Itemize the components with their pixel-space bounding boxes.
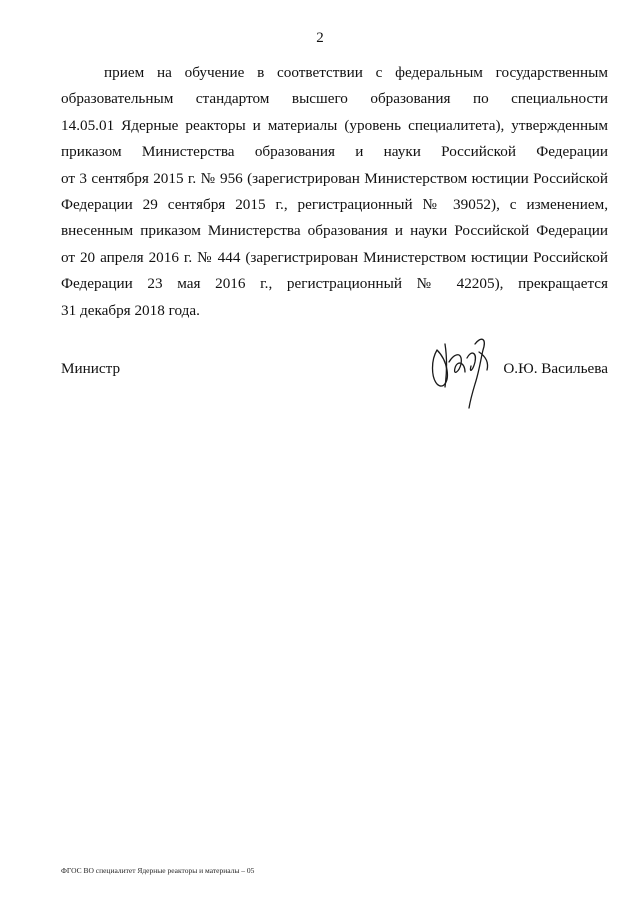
paragraph-line: 14.05.01 Ядерные реакторы и материалы (уровень специалитета), утвержденным bbox=[61, 116, 608, 134]
signatory-name: О.Ю. Васильева bbox=[503, 360, 608, 377]
paragraph-line: 31 декабря 2018 года. bbox=[61, 301, 200, 319]
signatory-title: Министр bbox=[61, 360, 121, 377]
document-footer: ФГОС ВО специалитет Ядерные реакторы и материалы – 05 bbox=[61, 866, 255, 875]
paragraph-line: образовательным стандартом высшего образования по специальности bbox=[61, 90, 608, 108]
paragraph-line: от 3 сентября 2015 г. № 956 (зарегистрирован Министерством юстиции Российской bbox=[61, 169, 608, 187]
paragraph-line: внесенным приказом Министерства образования и науки Российской Федерации bbox=[61, 222, 608, 240]
paragraph-line: Федерации 23 мая 2016 г., регистрационный № 42205), прекращается bbox=[61, 275, 608, 293]
page-number: 2 bbox=[316, 30, 324, 46]
paragraph-line: прием на обучение в соответствии с федеральным государственным bbox=[104, 64, 608, 81]
paragraph-line: приказом Министерства образования и науки Российской Федерации bbox=[61, 143, 608, 161]
signature-block bbox=[61, 360, 608, 390]
body-paragraph bbox=[61, 60, 608, 324]
paragraph-line: от 20 апреля 2016 г. № 444 (зарегистрирован Министерством юстиции Российской bbox=[61, 248, 608, 266]
handwritten-signature bbox=[425, 322, 500, 412]
paragraph-line: Федерации 29 сентября 2015 г., регистрационный № 39052), с изменением, bbox=[61, 196, 608, 214]
